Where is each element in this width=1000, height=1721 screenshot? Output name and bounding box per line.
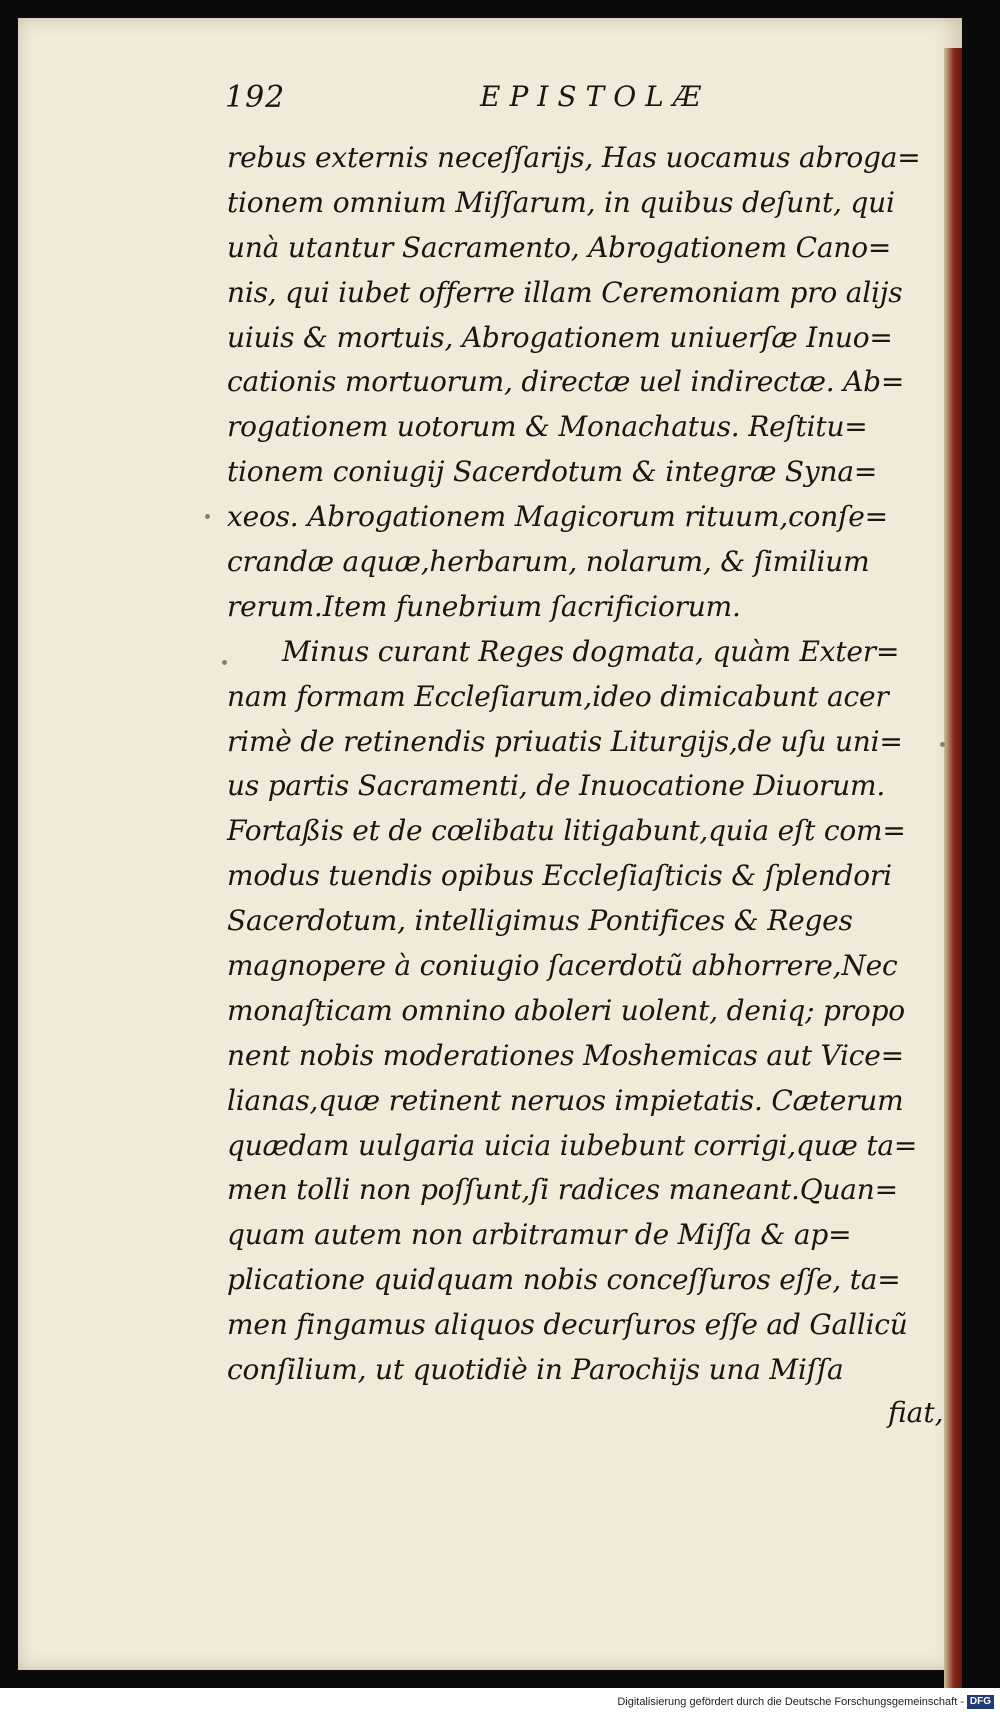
- text-line: nent nobis moderationes Moshemicas aut Vice=: [227, 1038, 904, 1072]
- text-line: magnopere à coniugio ſacerdotũ abhorrere,Nec: [227, 949, 898, 983]
- text-line: rogationem uotorum & Monachatus. Reſtitu=: [227, 410, 868, 444]
- text-line: unà utantur Sacramento, Abrogationem Cano=: [227, 230, 892, 264]
- page-number: 192: [225, 80, 286, 115]
- paper-blemish: [940, 742, 945, 747]
- text-line: monaſticam omnino aboleri uolent, deniq; propo: [227, 993, 905, 1027]
- text-line: rimè de retinendis priuatis Liturgijs,de uſu uni=: [227, 724, 903, 758]
- text-line: us partis Sacramenti, de Inuocatione Diuorum.: [227, 769, 886, 803]
- text-line: xeos. Abrogationem Magicorum rituum,conſe=: [227, 500, 888, 534]
- text-line: quam autem non arbitramur de Miſſa & ap=: [227, 1218, 852, 1252]
- text-line: modus tuendis opibus Eccleſiaſticis & ſplendori: [227, 859, 892, 893]
- text-line: rebus externis neceſſarijs, Has uocamus abroga=: [227, 141, 921, 174]
- text-line: Sacerdotum, intelligimus Pontifices & Reges: [227, 904, 853, 938]
- text-line: crandæ aquæ,herbarum, nolarum, & ſimilium: [227, 545, 870, 579]
- text-line: nis, qui iubet offerre illam Ceremoniam pro alijs: [227, 275, 903, 309]
- text-line: tionem coniugij Sacerdotum & integræ Syna=: [227, 455, 878, 489]
- text-line: cationis mortuorum, directæ uel indirectæ. Ab=: [227, 365, 905, 399]
- text-line: nam formam Eccleſiarum,ideo dimicabunt acer: [227, 679, 889, 713]
- text-line: Fortaßis et de cœlibatu litigabunt,quia eſt com=: [227, 814, 906, 848]
- paper-blemish: [222, 660, 227, 665]
- dfg-logo: DFG: [967, 1695, 994, 1709]
- page-header: [225, 80, 925, 120]
- paper-blemish: [205, 514, 210, 519]
- text-line: men tolli non poſſunt,ſi radices maneant.Quan=: [227, 1173, 898, 1207]
- paragraph-start-line: Minus curant Reges dogmata, quàm Exter=: [282, 634, 900, 668]
- funding-credit: Digitalisierung gefördert durch die Deutsche Forschungsgemeinschaft -: [617, 1696, 964, 1708]
- text-line: rerum.Item funebrium ſacrificiorum.: [227, 589, 741, 623]
- catchword: fiat,: [888, 1396, 944, 1429]
- text-line: men fingamus aliquos decurſuros eſſe ad Gallicũ: [227, 1308, 908, 1342]
- body-text: [227, 136, 947, 1393]
- text-line: tionem omnium Miſſarum, in quibus deſunt, qui: [227, 185, 895, 219]
- text-line: uiuis & mortuis, Abrogationem uniuerſæ Inuo=: [227, 320, 893, 354]
- footer-bar: [0, 1688, 1000, 1721]
- text-line: lianas,quæ retinent neruos impietatis. Cæterum: [227, 1083, 904, 1117]
- text-line: quædam uulgaria uicia iubebunt corrigi,quæ ta=: [227, 1128, 918, 1162]
- running-head: EPISTOLÆ: [480, 80, 710, 113]
- text-line: plicatione quidquam nobis conceſſuros eſſe, ta=: [227, 1263, 901, 1297]
- text-line: conſilium, ut quotidiè in Parochijs una Miſſa: [227, 1353, 844, 1387]
